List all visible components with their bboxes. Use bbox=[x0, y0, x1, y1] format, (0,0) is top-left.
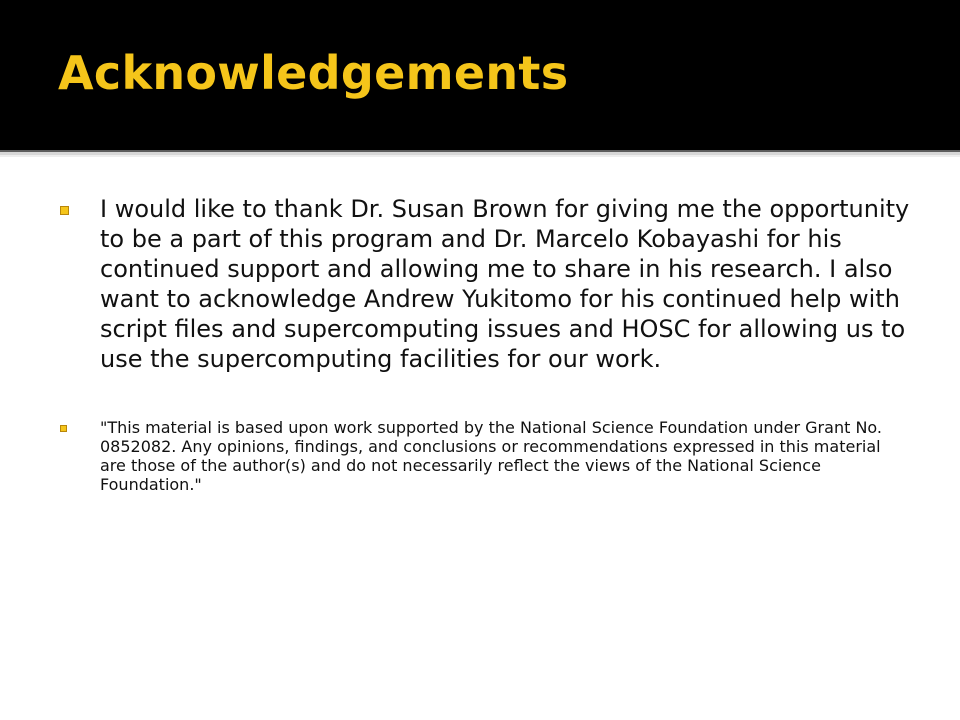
bullet-item-thanks bbox=[60, 194, 910, 374]
bullet-list bbox=[60, 194, 910, 494]
nsf-disclaimer-text: "This material is based upon work supported by the National Science Foundation under Grant No. 0852082. Any opinions, findings, and conclusions or recommendations expressed in this material are those of the author(s) and do not necessarily reflect the views of the National Science Foundation." bbox=[100, 418, 882, 494]
thanks-text: I would like to thank Dr. Susan Brown for giving me the opportunity to be a part of this program and Dr. Marcelo Kobayashi for his continued support and allowing me to share in his research. I also want to acknowledge Andrew Yukitomo for his continued help with script files and supercomputing issues and HOSC for allowing us to use the supercomputing facilities for our work. bbox=[100, 195, 910, 373]
square-bullet-icon bbox=[60, 206, 69, 215]
square-bullet-icon bbox=[60, 425, 67, 432]
title-bar bbox=[0, 0, 960, 150]
bullet-item-nsf-disclaimer bbox=[60, 418, 910, 494]
slide-title: Acknowledgements bbox=[58, 46, 569, 100]
title-divider-fade bbox=[0, 155, 960, 157]
